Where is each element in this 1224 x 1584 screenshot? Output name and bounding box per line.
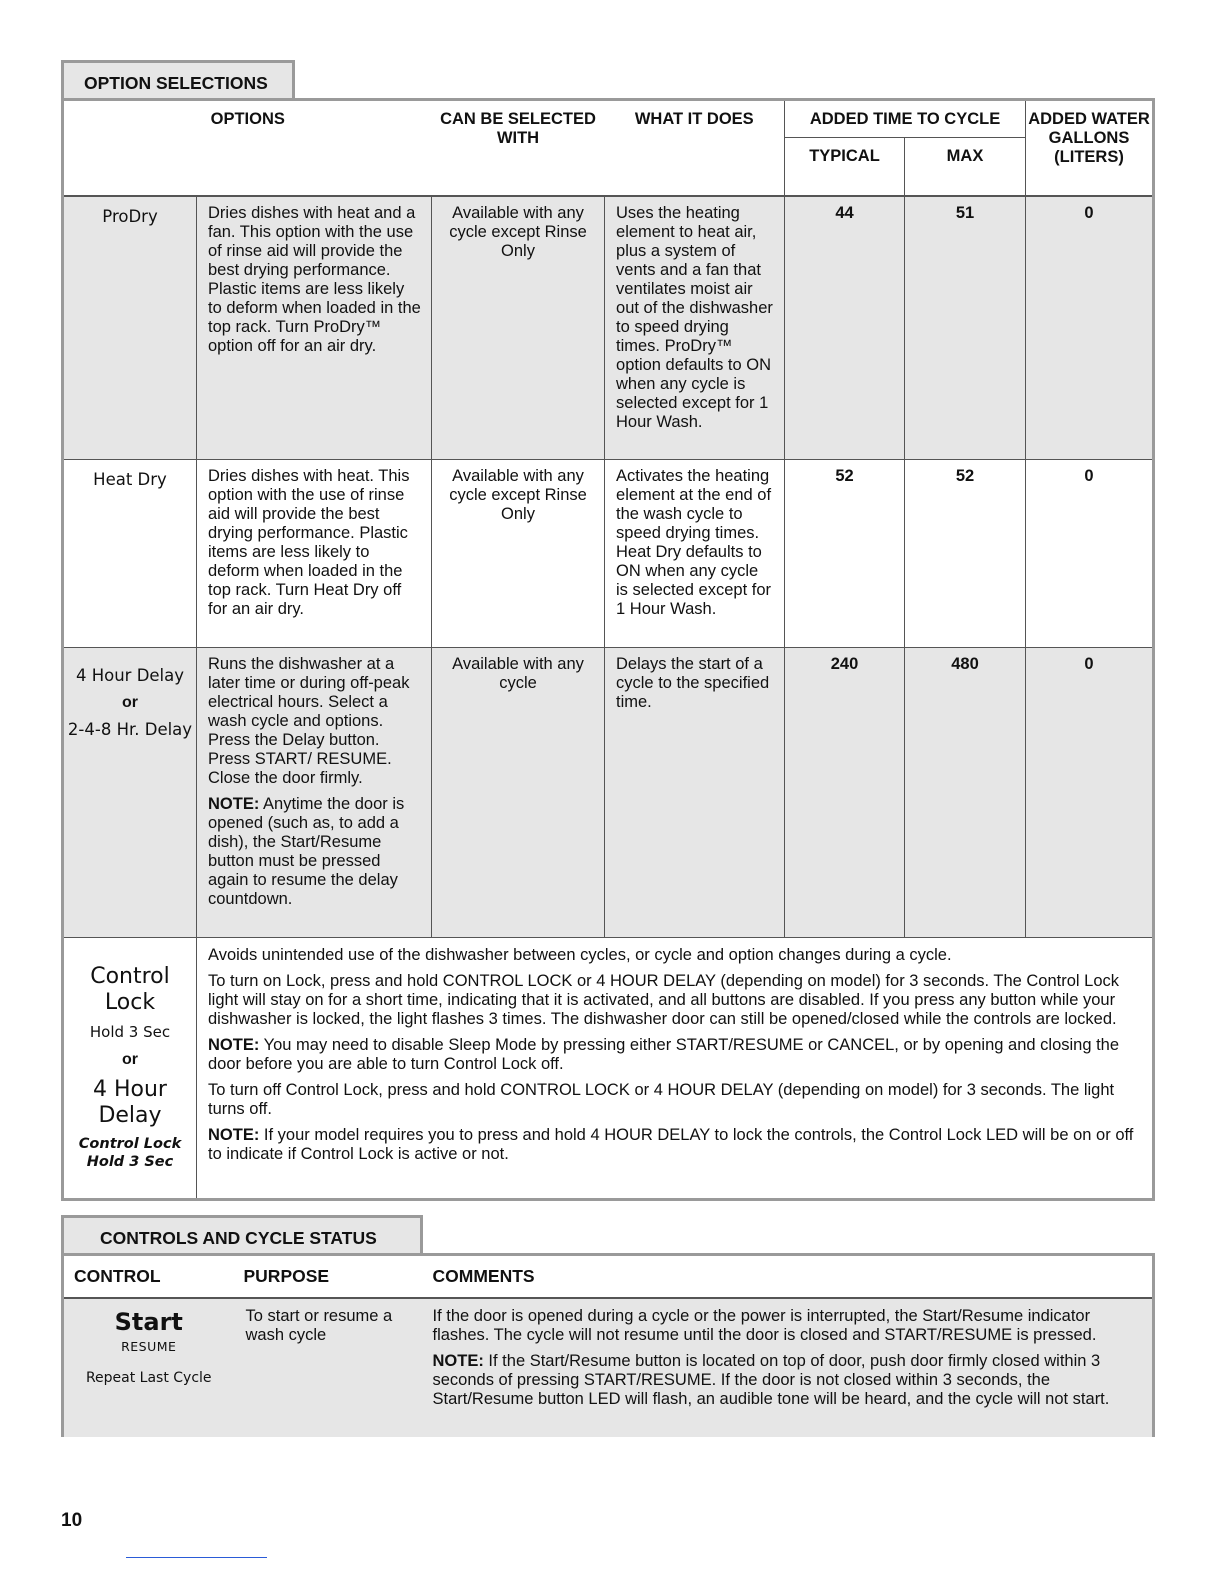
lock-note-2 [208, 1126, 1142, 1164]
typical-time: 52 [785, 460, 905, 648]
control-lock-hold-hint: Control Lock Hold 3 Sec [78, 1136, 182, 1170]
table-row [63, 1298, 1154, 1437]
option-description: Dries dishes with heat. This option with the use of rinse aid will provide the best drying performance. Plastic items are less likely to deform when loaded in the top rack. Turn Heat Dry off for an air dry. [197, 460, 432, 648]
footer-divider [126, 1557, 267, 1558]
controls-status-tab: CONTROLS AND CYCLE STATUS [61, 1215, 423, 1255]
control-lock-description [197, 938, 1154, 1200]
what-it-does-header: WHAT IT DOES [605, 100, 785, 196]
note-text: Anytime the door is opened (such as, to add a dish), the Start/Resume button must be pressed again to resume the delay countdown. [208, 795, 405, 908]
start-purpose: To start or resume a wash cycle [234, 1298, 423, 1437]
delay-description: Runs the dishwasher at a later time or during off-peak electrical hours. Select a wash cycle and options. Press the Delay button. Press START/ RESUME. Close the door firmly. [208, 655, 410, 787]
start-control [63, 1298, 234, 1437]
option-selections-tab: OPTION SELECTIONS [61, 60, 295, 100]
lock-paragraph-2: To turn on Lock, press and hold CONTROL LOCK or 4 HOUR DELAY (depending on model) for 3 seconds. The Control Lock light will stay on for a short time, indicating that it is activated, and all buttons are disabled. If you press any button while your dishwasher is locked, the light flashes 3 times. The dishwasher door can still be opened/closed while the controls are locked. [208, 972, 1120, 1028]
repeat-last-cycle-label: Repeat Last Cycle [85, 1370, 212, 1386]
selected-with: Available with any cycle [432, 648, 605, 938]
selected-with: Available with any cycle except Rinse Only [432, 196, 605, 460]
note-label: NOTE: [208, 795, 260, 813]
max-time: 51 [905, 196, 1026, 460]
table-row [63, 648, 1154, 938]
note-label: NOTE: [432, 1352, 484, 1370]
typical-header: TYPICAL [785, 138, 905, 196]
max-time: 52 [905, 460, 1026, 648]
control-lock-hold: Hold 3 Sec [89, 1023, 171, 1041]
option-name: Heat Dry [63, 460, 197, 648]
option-name: ProDry [63, 196, 197, 460]
table-row [63, 938, 1154, 1200]
added-water: 0 [1026, 648, 1154, 938]
table-row [63, 196, 1154, 460]
note-text: You may need to disable Sleep Mode by pressing either START/RESUME or CANCEL, or by opening and closing the door before you are able to turn Control Lock off. [208, 1036, 1120, 1073]
start-note [433, 1352, 1143, 1409]
note-label: NOTE: [208, 1036, 260, 1054]
comments-header: COMMENTS [423, 1255, 1154, 1299]
note-text: If your model requires you to press and hold 4 HOUR DELAY to lock the controls, the Control Lock LED will be on or off to indicate if Control Lock is active or not. [208, 1126, 1134, 1163]
or-label: or [122, 694, 138, 711]
purpose-header: PURPOSE [234, 1255, 423, 1299]
what-it-does: Uses the heating element to heat air, plus a system of vents and a fan that ventilates moist air out of the dishwasher to speed drying times. ProDry™ option defaults to ON when any cycle is selected except for 1 Hour Wash. [605, 196, 785, 460]
controls-status-table [61, 1253, 1155, 1437]
resume-label: RESUME [121, 1339, 177, 1354]
lock-paragraph-3: To turn off Control Lock, press and hold CONTROL LOCK or 4 HOUR DELAY (depending on model) for 3 seconds. The light turns off. [208, 1081, 1115, 1118]
what-it-does: Activates the heating element at the end of the wash cycle to speed drying times. Heat Dry defaults to ON when any cycle is selected except for 1 Hour Wash. [605, 460, 785, 648]
typical-time: 44 [785, 196, 905, 460]
or-label: or [122, 1051, 138, 1068]
option-name [63, 938, 197, 1200]
selected-with: Available with any cycle except Rinse Only [432, 460, 605, 648]
table-row [63, 460, 1154, 648]
start-label: Start [114, 1308, 183, 1336]
control-lock-name: Control Lock [90, 964, 170, 1015]
lock-note-1 [208, 1036, 1142, 1074]
max-time: 480 [905, 648, 1026, 938]
note-label: NOTE: [208, 1126, 260, 1144]
page-number: 10 [61, 1510, 83, 1531]
max-header: MAX [905, 138, 1026, 196]
added-water: 0 [1026, 196, 1154, 460]
option-description: Dries dishes with heat and a fan. This option with the use of rinse aid will provide the best drying performance. Plastic items are less likely to deform when loaded in the top rack. Turn ProDry™ option off for an air dry. [197, 196, 432, 460]
typical-time: 240 [785, 648, 905, 938]
option-description [197, 648, 432, 938]
what-it-does: Delays the start of a cycle to the specified time. [605, 648, 785, 938]
option-name-line2: 2-4-8 Hr. Delay [67, 720, 193, 739]
control-header: CONTROL [63, 1255, 234, 1299]
added-time-header: ADDED TIME TO CYCLE [785, 100, 1026, 138]
start-comments [423, 1298, 1154, 1437]
added-water: 0 [1026, 460, 1154, 648]
added-water-header: ADDED WATER GALLONS (LITERS) [1026, 100, 1154, 196]
options-header: OPTIONS [63, 100, 432, 196]
note-text: If the Start/Resume button is located on top of door, push door firmly closed within 3 seconds of pressing START/RESUME. If the door is not closed within 3 seconds, the Start/Resume button LED will flash, an audible tone will be heard, and the cycle will not start. [432, 1352, 1110, 1408]
option-selections-table [61, 98, 1155, 1201]
four-hour-delay-name: 4 Hour Delay [93, 1077, 167, 1128]
start-comment: If the door is opened during a cycle or the power is interrupted, the Start/Resume indicator flashes. The cycle will not resume until the door is closed and START/RESUME is pressed. [432, 1307, 1097, 1344]
can-be-selected-header: CAN BE SELECTED WITH [432, 100, 605, 196]
delay-note [208, 795, 421, 909]
option-name-line1: 4 Hour Delay [75, 666, 185, 685]
lock-paragraph-1: Avoids unintended use of the dishwasher between cycles, or cycle and option changes during a cycle. [208, 946, 952, 964]
option-name [63, 648, 197, 938]
